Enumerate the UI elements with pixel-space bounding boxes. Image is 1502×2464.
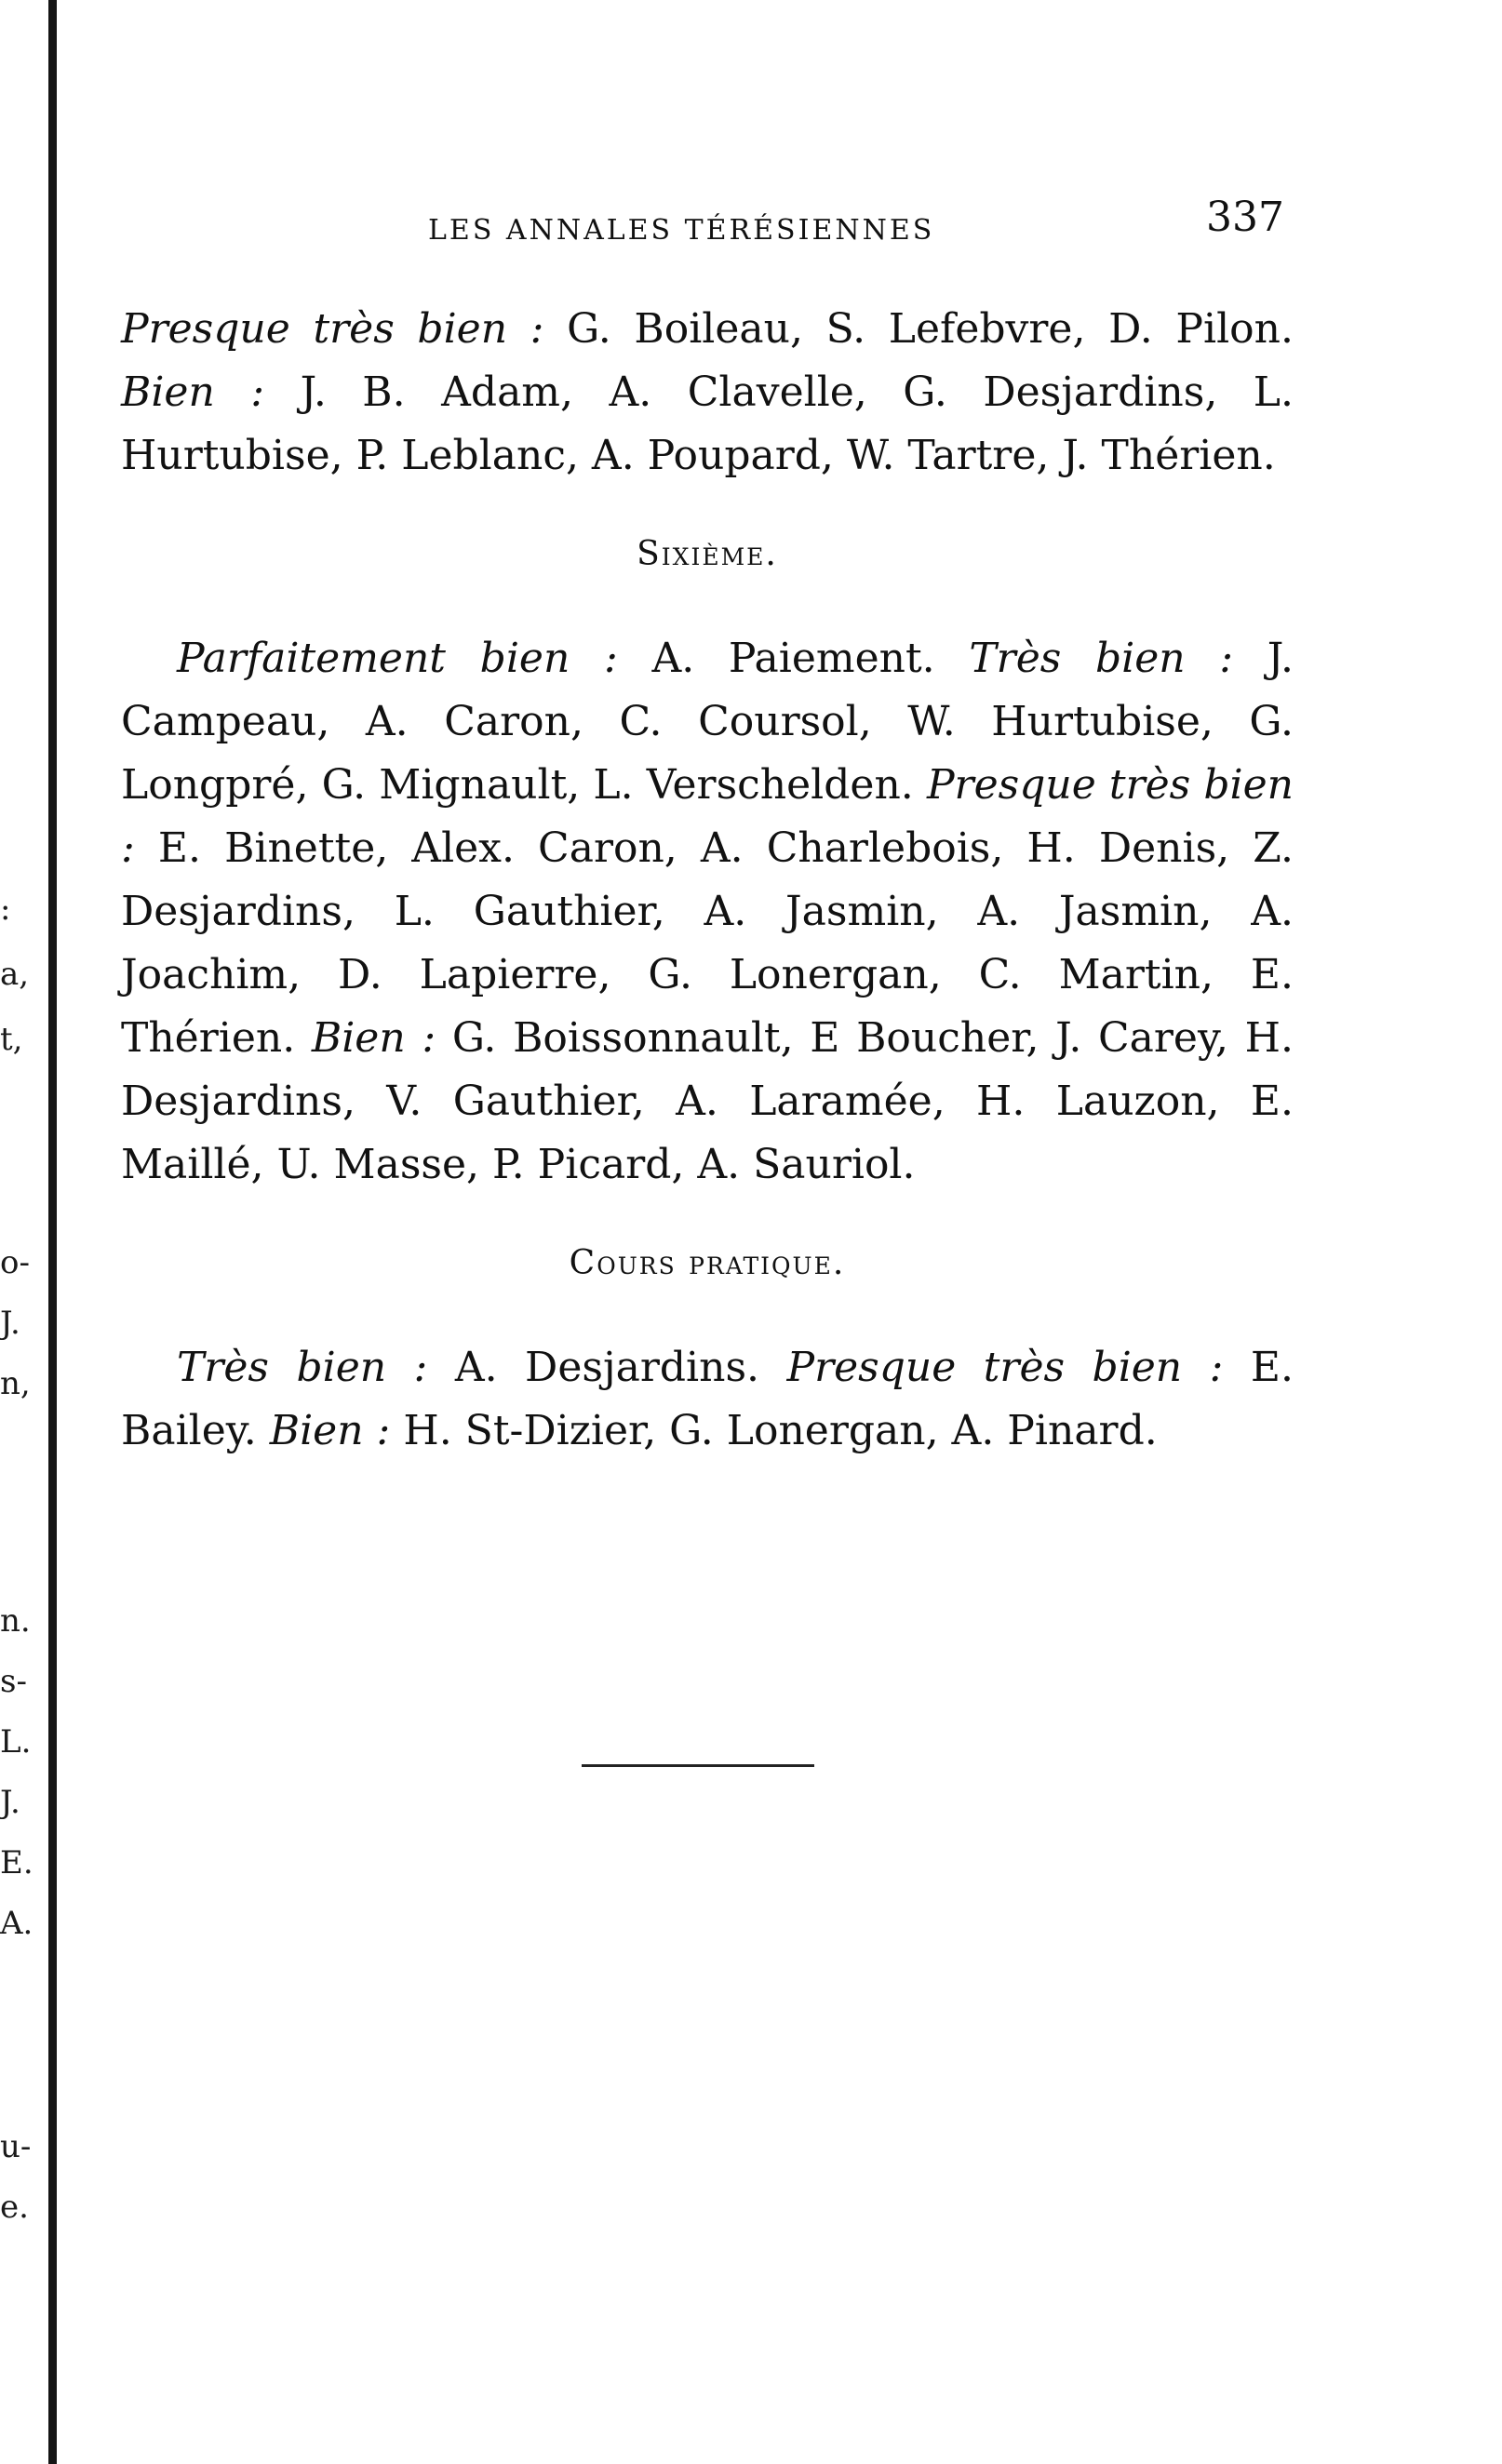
section-heading: Cours pratique. [569,1244,846,1282]
bleed-fragment: u- [0,2128,32,2165]
grade-label: Bien : [121,368,265,416]
grade-label: Parfaitement bien : [177,635,618,682]
end-rule [582,1764,814,1767]
grade-label: Très bien : [177,1344,428,1391]
grade-label: Bien : [269,1407,391,1454]
section-paragraph [121,627,1294,1197]
running-title: LES ANNALES TÉRÉSIENNES [428,214,935,247]
student-names: H. St-Dizier, G. Lonergan, A. Pinard. [390,1407,1158,1454]
page-header [121,194,1284,249]
bleed-fragment: E. [0,1844,34,1881]
page-number: 337 [1206,194,1284,241]
bleed-fragment: a, [0,956,30,993]
bleed-fragment: : [0,891,11,928]
section-heading: Sixième. [637,535,778,573]
grade-label: Bien : [311,1014,436,1062]
student-names: E. Bailey. [121,1344,1294,1454]
bleed-fragment: n. [0,1602,31,1640]
student-names: G. Boissonnault, E Boucher, J. Carey, H. Desjardins, V. Gauthier, A. Laramée, H. Lauzon, E. Maillé, U. Masse, P. Picard, A. Sauriol. [121,1014,1294,1188]
student-names: G. Boileau, S. Lefebvre, D. Pilon. [543,305,1294,353]
page-body [121,298,1294,1463]
student-names: A. Paiement. [617,635,970,682]
bleed-fragment: t, [0,1021,23,1058]
bleed-fragment: n, [0,1365,31,1402]
bleed-fragment: s- [0,1663,27,1700]
grade-label: Presque très bien : [121,761,1294,872]
student-names: J. Campeau, A. Caron, C. Coursol, W. Hurtubise, G. Longpré, G. Mignault, L. Verschelden. [121,635,1294,809]
grade-label: Presque très bien : [786,1344,1224,1391]
student-names: J. B. Adam, A. Clavelle, G. Desjardins, L. Hurtubise, P. Leblanc, A. Poupard, W. Tartre, J. Thérien. [121,368,1294,479]
student-names: A. Desjardins. [427,1344,787,1391]
grade-label: Presque très bien : [121,305,544,353]
bleed-fragment: e. [0,2189,29,2226]
bleed-fragment: A. [0,1905,34,1942]
bleed-fragment: L. [0,1723,32,1761]
grade-label: Très bien : [969,635,1234,682]
section-paragraph [121,1336,1294,1463]
student-names: E. Binette, Alex. Caron, A. Charlebois, H. Denis, Z. Desjardins, L. Gauthier, A. Jasmin, A. Jasmin, A. Joachim, D. Lapierre, G. Lonergan, C. Martin, E. Thérien. [121,824,1294,1062]
bleed-fragment: J. [0,1784,20,1821]
intro-paragraph [121,298,1294,488]
bleed-fragment: J. [0,1305,20,1342]
book-spine [48,0,57,2464]
bleed-fragment: o- [0,1244,30,1281]
